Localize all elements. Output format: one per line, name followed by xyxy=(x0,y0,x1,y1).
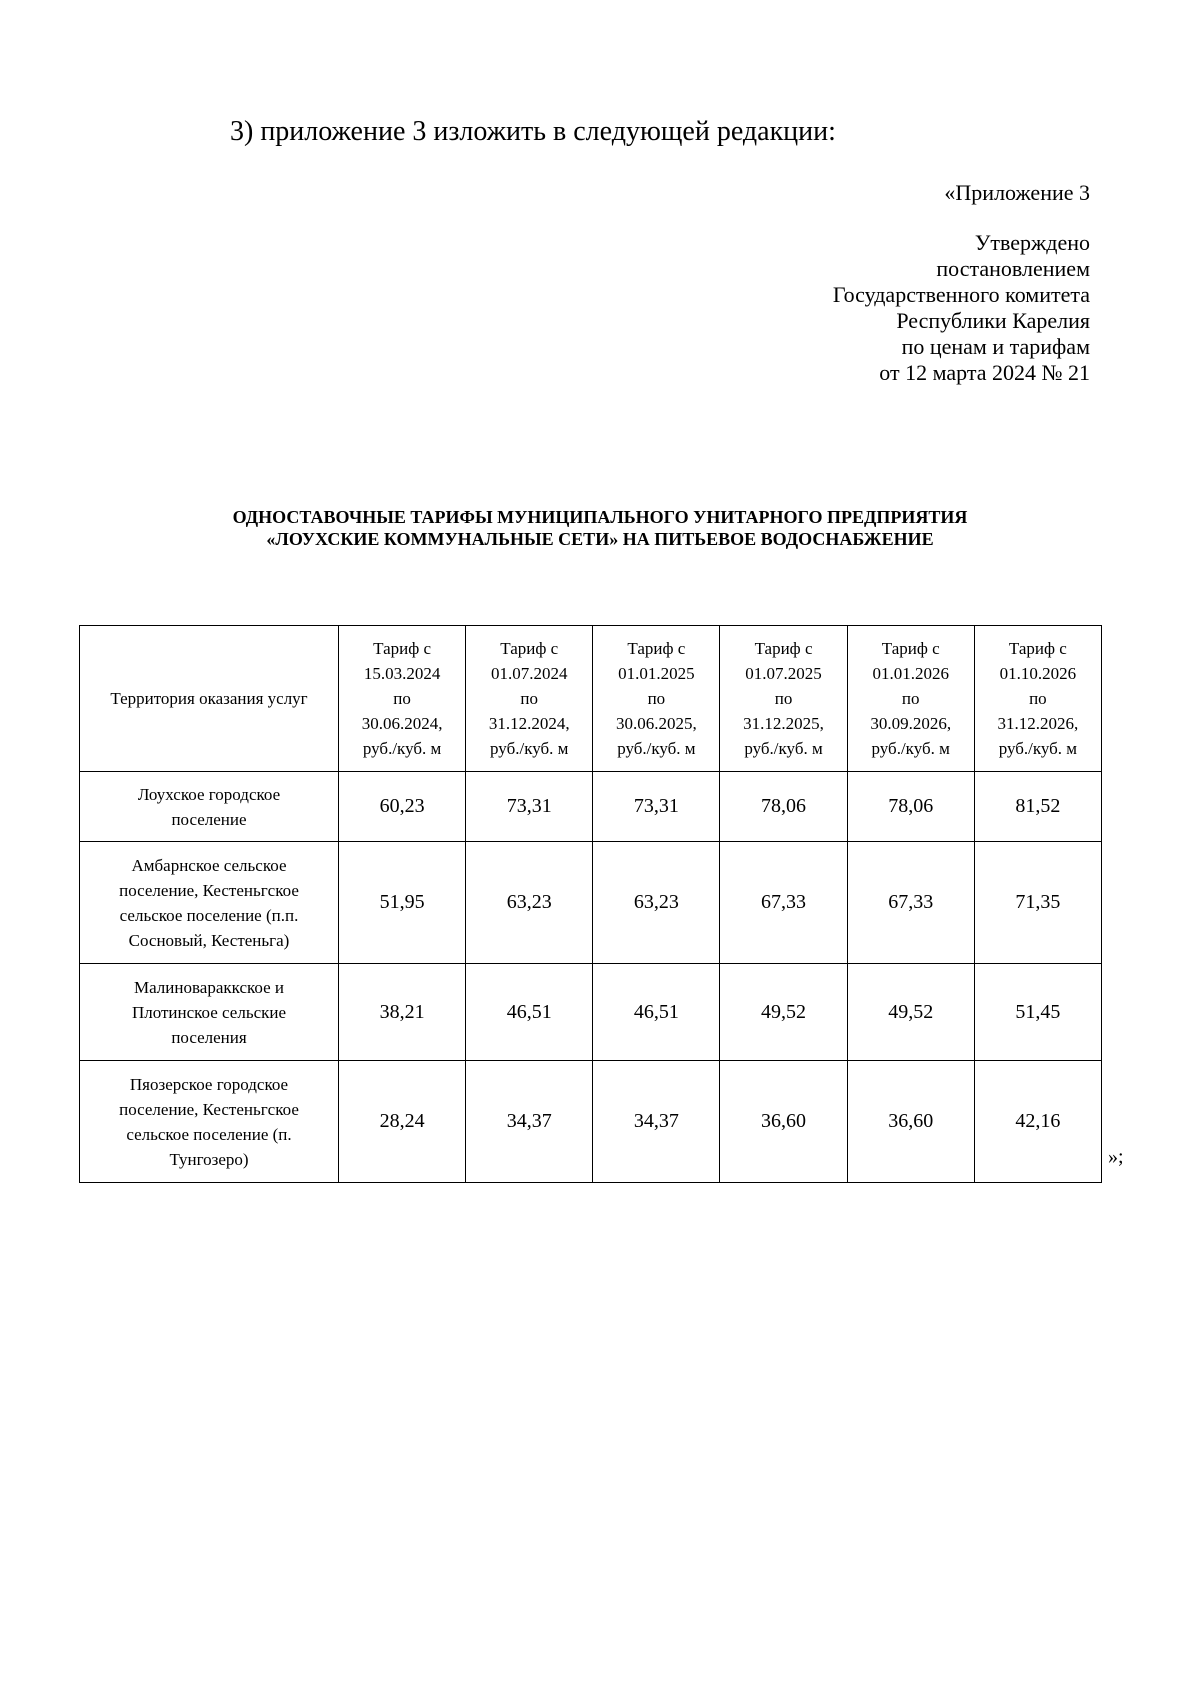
tariff-value: 38,21 xyxy=(339,964,466,1061)
tariff-value: 63,23 xyxy=(466,842,593,964)
tariff-value: 73,31 xyxy=(466,772,593,842)
tariff-value: 71,35 xyxy=(974,842,1101,964)
approval-line: от 12 марта 2024 № 21 xyxy=(879,360,1090,385)
tariff-value: 73,31 xyxy=(593,772,720,842)
tariff-value: 34,37 xyxy=(593,1061,720,1183)
period-header: Тариф с 01.07.2025 по 31.12.2025, руб./куб. м xyxy=(720,626,847,772)
table-row xyxy=(80,842,1102,964)
tariff-value: 49,52 xyxy=(847,964,974,1061)
document-title xyxy=(100,506,1100,550)
intro-text: 3) приложение 3 изложить в следующей редакции: xyxy=(230,116,836,147)
territory-cell: Пяозерское городское поселение, Кестеньгское сельское поселение (п. Тунгозеро) xyxy=(80,1061,339,1183)
tariff-value: 42,16 xyxy=(974,1061,1101,1183)
tariff-value: 34,37 xyxy=(466,1061,593,1183)
table-row xyxy=(80,964,1102,1061)
period-header: Тариф с 01.01.2025 по 30.06.2025, руб./куб. м xyxy=(593,626,720,772)
tariff-value: 67,33 xyxy=(847,842,974,964)
table-header-row xyxy=(80,626,1102,772)
period-header: Тариф с 15.03.2024 по 30.06.2024, руб./куб. м xyxy=(339,626,466,772)
territory-cell: Лоухское городское поселение xyxy=(80,772,339,842)
approval-line: Утверждено xyxy=(974,230,1090,255)
tariff-value: 81,52 xyxy=(974,772,1101,842)
territory-header: Территория оказания услуг xyxy=(80,626,339,772)
appendix-number: «Приложение 3 xyxy=(944,180,1090,205)
approval-line: постановлением xyxy=(936,256,1090,281)
period-header: Тариф с 01.01.2026 по 30.09.2026, руб./куб. м xyxy=(847,626,974,772)
approval-line: Республики Карелия xyxy=(896,308,1090,333)
tariff-value: 28,24 xyxy=(339,1061,466,1183)
approval-block xyxy=(833,180,1090,386)
tariff-value: 51,45 xyxy=(974,964,1101,1061)
tariff-value: 63,23 xyxy=(593,842,720,964)
approval-line: по ценам и тарифам xyxy=(901,334,1090,359)
title-line: «ЛОУХСКИЕ КОММУНАЛЬНЫЕ СЕТИ» НА ПИТЬЕВОЕ ВОДОСНАБЖЕНИЕ xyxy=(266,529,934,549)
period-header: Тариф с 01.07.2024 по 31.12.2024, руб./куб. м xyxy=(466,626,593,772)
tariff-value: 51,95 xyxy=(339,842,466,964)
tariff-table xyxy=(79,625,1102,1183)
tariff-value: 49,52 xyxy=(720,964,847,1061)
table-row xyxy=(80,772,1102,842)
territory-cell: Амбарнское сельское поселение, Кестеньгское сельское поселение (п.п. Сосновый, Кестеньга) xyxy=(80,842,339,964)
tariff-value: 60,23 xyxy=(339,772,466,842)
period-header: Тариф с 01.10.2026 по 31.12.2026, руб./куб. м xyxy=(974,626,1101,772)
title-line: ОДНОСТАВОЧНЫЕ ТАРИФЫ МУНИЦИПАЛЬНОГО УНИТАРНОГО ПРЕДПРИЯТИЯ xyxy=(232,507,968,527)
tariff-value: 78,06 xyxy=(720,772,847,842)
closing-quote: »; xyxy=(1108,1146,1124,1168)
tariff-value: 46,51 xyxy=(593,964,720,1061)
territory-cell: Малиновараккское и Плотинское сельские поселения xyxy=(80,964,339,1061)
tariff-value: 36,60 xyxy=(720,1061,847,1183)
tariff-value: 46,51 xyxy=(466,964,593,1061)
table-row xyxy=(80,1061,1102,1183)
tariff-value: 36,60 xyxy=(847,1061,974,1183)
tariff-value: 78,06 xyxy=(847,772,974,842)
approval-line: Государственного комитета xyxy=(832,282,1090,307)
tariff-value: 67,33 xyxy=(720,842,847,964)
